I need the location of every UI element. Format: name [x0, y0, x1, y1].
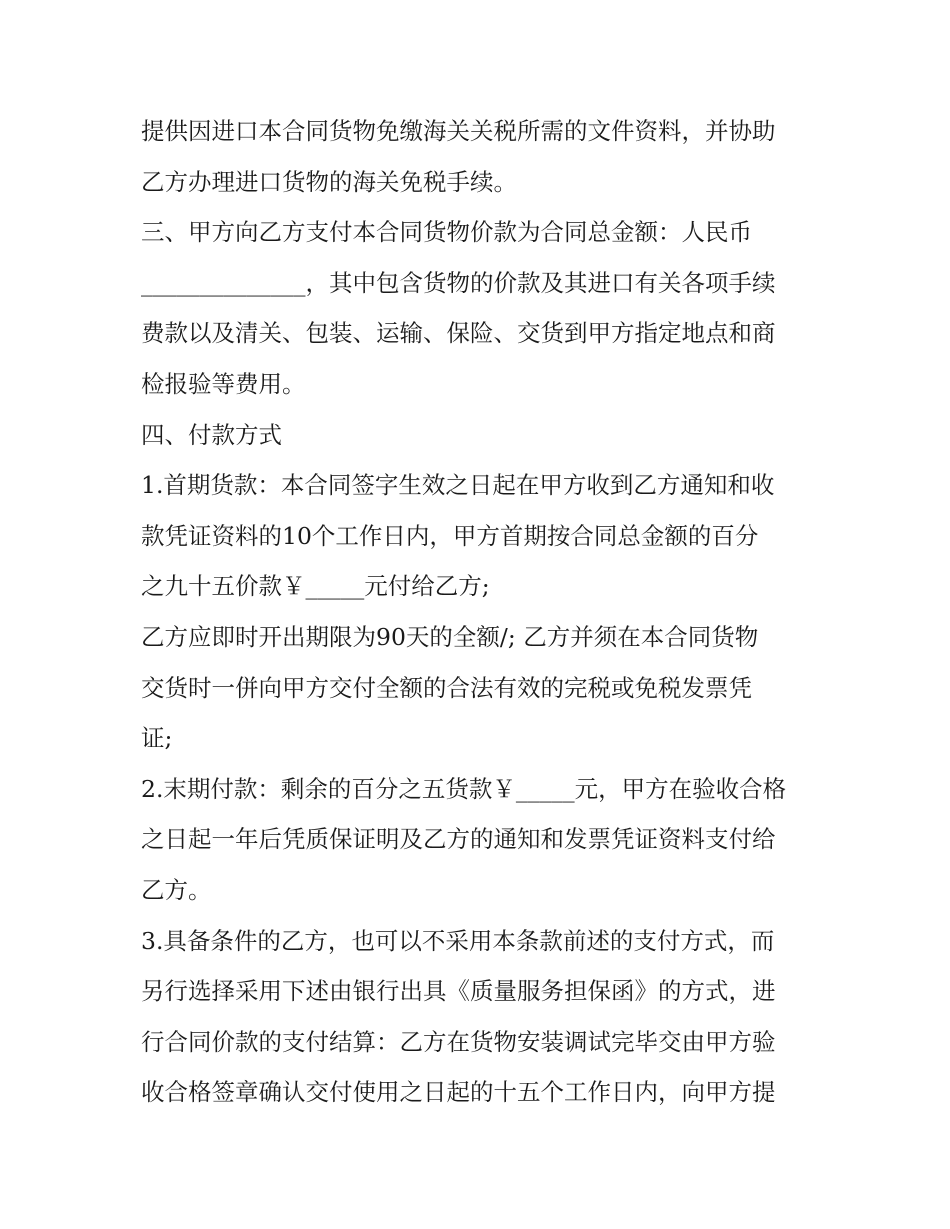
clause-three-heading-line: 三、甲方向乙方支付本合同货物价款为合同总金额：人民币 — [141, 218, 752, 247]
text-line: 另行选择采用下述由银行出具《质量服务担保函》的方式，进 — [141, 977, 776, 1006]
text-line: 款凭证资料的10个工作日内，甲方首期按合同总金额的百分 — [141, 521, 759, 550]
text-line: 提供因进口本合同货物免缴海关关税所需的文件资料，并协助 — [141, 117, 776, 145]
clause-four-heading: 四、付款方式 — [141, 420, 282, 449]
text-line: 收合格签章确认交付使用之日起的十五个工作日内，向甲方提 — [141, 1078, 776, 1107]
text-line: 检报验等费用。 — [141, 369, 306, 398]
text-line: 证; — [141, 724, 173, 753]
text-line: 乙方应即时开出期限为90天的全额/; 乙方并须在本合同货物 — [141, 622, 759, 651]
text-line: ______________，其中包含货物的价款及其进口有关各项手续 — [141, 268, 776, 297]
payment-item-2-line: 2.末期付款：剩余的百分之五货款￥_____元，甲方在验收合格 — [141, 774, 787, 803]
text-line: 费款以及清关、包装、运输、保险、交货到甲方指定地点和商 — [141, 319, 776, 348]
text-line: 乙方。 — [141, 875, 212, 904]
payment-item-1-line: 1.首期货款：本合同签字生效之日起在甲方收到乙方通知和收 — [141, 471, 775, 500]
text-line: 行合同价款的支付结算：乙方在货物安装调试完毕交由甲方验 — [141, 1027, 776, 1056]
text-line: 之日起一年后凭质保证明及乙方的通知和发票凭证资料支付给 — [141, 825, 776, 854]
text-line: 之九十五价款￥_____元付给乙方; — [141, 572, 490, 601]
text-line: 交货时一併向甲方交付全额的合法有效的完税或免税发票凭 — [141, 673, 752, 702]
text-line: 乙方办理进口货物的海关免税手续。 — [141, 167, 517, 196]
contract-text-body — [141, 106, 821, 1118]
payment-item-3-line: 3.具备条件的乙方，也可以不采用本条款前述的支付方式，而 — [141, 926, 775, 955]
